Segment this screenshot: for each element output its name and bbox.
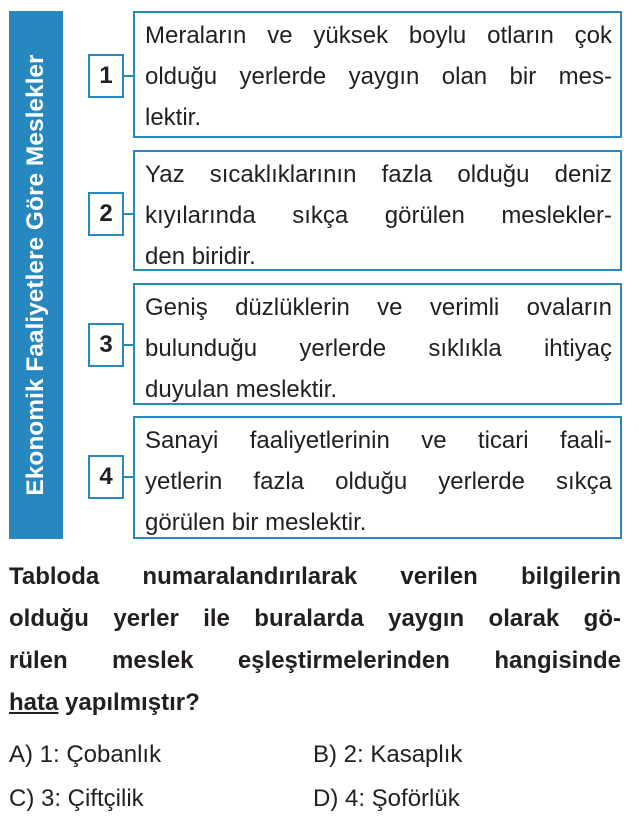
question-line-1: Tabloda numaralandırılarak verilen bilgilerin	[9, 563, 621, 590]
option-b[interactable]: B) 2: Kasaplık	[313, 741, 463, 768]
item-4-line-1: Sanayi faaliyetlerinin ve ticari faali-	[145, 427, 612, 454]
item-2-line-2: kıyılarında sıkça görülen meslekler-	[145, 202, 612, 229]
question-line-4-rest: yapılmıştır?	[58, 689, 200, 716]
sidebar-title: Ekonomik Faaliyetlere Göre Meslekler	[22, 54, 49, 496]
item-1-line-1: Meraların ve yüksek boylu otların çok	[145, 22, 612, 49]
item-3-line-3: duyulan meslektir.	[145, 376, 338, 403]
option-c[interactable]: C) 3: Çiftçilik	[9, 785, 144, 812]
question-underlined-word: hata	[9, 689, 59, 716]
item-2-line-3: den biridir.	[145, 243, 256, 270]
item-1-line-3: lektir.	[145, 104, 202, 131]
item-box-3	[133, 283, 622, 405]
item-4-line-2: yetlerin fazla olduğu yerlerde sıkça	[145, 468, 612, 495]
item-number-3: 3	[88, 323, 124, 367]
question-line-2: olduğu yerler ile buralarda yaygın olarak gö-	[9, 605, 621, 632]
item-3-line-2: bulunduğu yerlerde sıklıkla ihtiyaç	[145, 335, 612, 362]
item-3-line-1: Geniş düzlüklerin ve verimli ovaların	[145, 294, 612, 321]
question-line-3: rülen meslek eşleştirmelerinden hangisinde	[9, 647, 621, 674]
item-2-line-1: Yaz sıcaklıklarının fazla olduğu deniz	[145, 161, 612, 188]
item-box-2	[133, 150, 622, 271]
item-box-1	[133, 11, 622, 138]
item-4-line-3: görülen bir meslektir.	[145, 509, 367, 536]
item-box-4	[133, 416, 622, 539]
question-text	[9, 556, 621, 724]
item-number-2: 2	[88, 192, 124, 236]
option-d[interactable]: D) 4: Şoförlük	[313, 785, 460, 812]
item-number-4: 4	[88, 455, 124, 499]
question-line-4	[9, 682, 621, 724]
item-number-1: 1	[88, 54, 124, 98]
item-1-line-2: olduğu yerlerde yaygın olan bir mes-	[145, 63, 612, 90]
option-a[interactable]: A) 1: Çobanlık	[9, 741, 162, 768]
